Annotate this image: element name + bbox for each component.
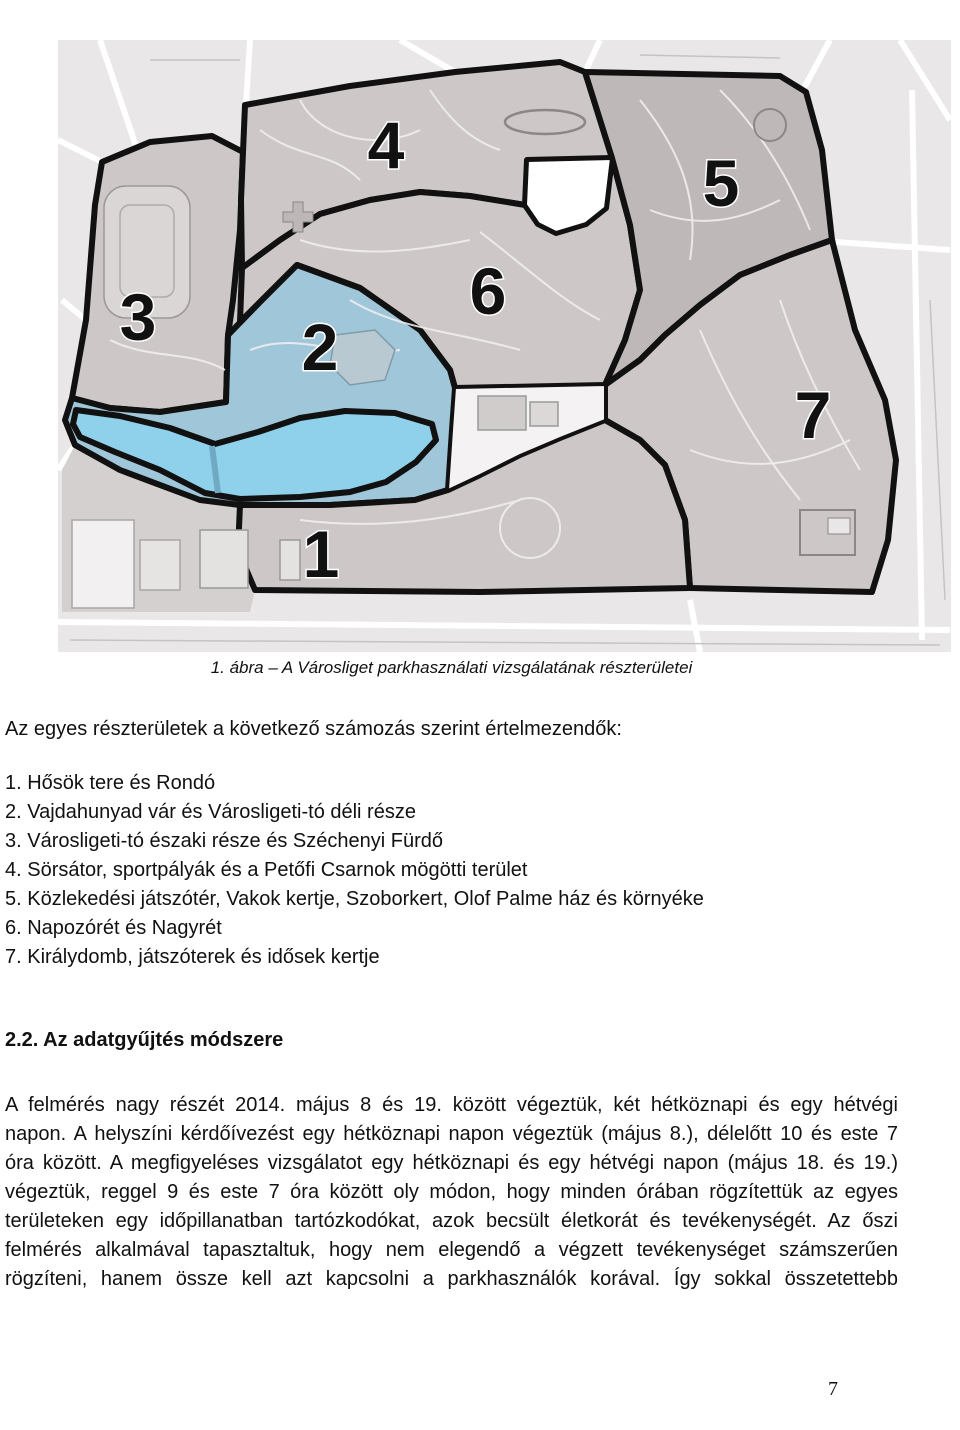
paragraph-line: óra között. A megfigyeléses vizsgálatot egy hétköznapi és egy hétvégi napon (május 18. és 19.) — [5, 1152, 898, 1174]
list-item: 5. Közlekedési játszótér, Vakok kertje, Szoborkert, Olof Palme ház és környéke — [5, 888, 704, 910]
zone-label-3: 3 — [119, 280, 157, 354]
list-item: 3. Városligeti-tó északi része és Széchenyi Fürdő — [5, 830, 443, 852]
building-unzoned — [478, 396, 526, 430]
list-item: 6. Napozórét és Nagyrét — [5, 917, 222, 939]
street-line — [246, 40, 250, 104]
zone-list-intro: Az egyes részterületek a következő számozás szerint értelmezendők: — [5, 718, 622, 740]
zone-label-7: 7 — [794, 378, 832, 452]
building-zone-1 — [200, 530, 248, 588]
list-item: 1. Hősök tere és Rondó — [5, 772, 216, 794]
building-unzoned-annex — [530, 402, 558, 426]
park-zones-map — [0, 0, 960, 660]
paragraph-line: A felmérés nagy részét 2014. május 8 és 19. között végeztük, két hétköznapi és egy hétvégi — [5, 1094, 898, 1116]
paragraph-line: végeztük, reggel 9 és este 7 óra között oly módon, hogy minden órában rögzítettük az egyes — [5, 1181, 898, 1203]
section-heading: 2.2. Az adatgyűjtés módszere — [5, 1029, 284, 1051]
building-southwest-wing — [140, 540, 180, 590]
zone-label-6: 6 — [469, 254, 507, 328]
building-zone-1-east — [280, 540, 300, 580]
paragraph-line: területeken egy időpillanatban tartózkodókat, azok becsült életkorát és tevékenységét. Az őszi — [5, 1210, 898, 1232]
paragraph-line: rögzíteni, hanem össze kell azt kapcsolni a parkhasználók korával. Így sokkal összetettebb — [5, 1268, 898, 1290]
building-southwest — [72, 520, 134, 608]
zone-label-1: 1 — [302, 517, 340, 591]
page-number: 7 — [828, 1378, 838, 1400]
list-item: 7. Királydomb, játszóterek és idősek kertje — [5, 946, 380, 968]
list-item: 2. Vajdahunyad vár és Városligeti-tó déli része — [5, 801, 416, 823]
zone-label-2: 2 — [301, 310, 339, 384]
list-item: 4. Sörsátor, sportpályák és a Petőfi Csarnok mögötti terület — [5, 859, 528, 881]
building-complex-zone-7-inner — [828, 518, 850, 534]
paragraph-line: felmérés alkalmával tapasztaltuk, hogy nem elegendő a végzett tevékenységet számszerűen — [5, 1239, 898, 1261]
paragraph-line: napon. A helyszíni kérdőívezést egy hétköznapi napon végeztük (május 8.), délelőtt 10 és este 7 — [5, 1123, 898, 1145]
figure-caption: 1. ábra – A Városliget parkhasználati vizsgálatának részterületei — [210, 658, 693, 677]
zone-label-4: 4 — [367, 108, 405, 182]
zone-label-5: 5 — [702, 146, 740, 220]
